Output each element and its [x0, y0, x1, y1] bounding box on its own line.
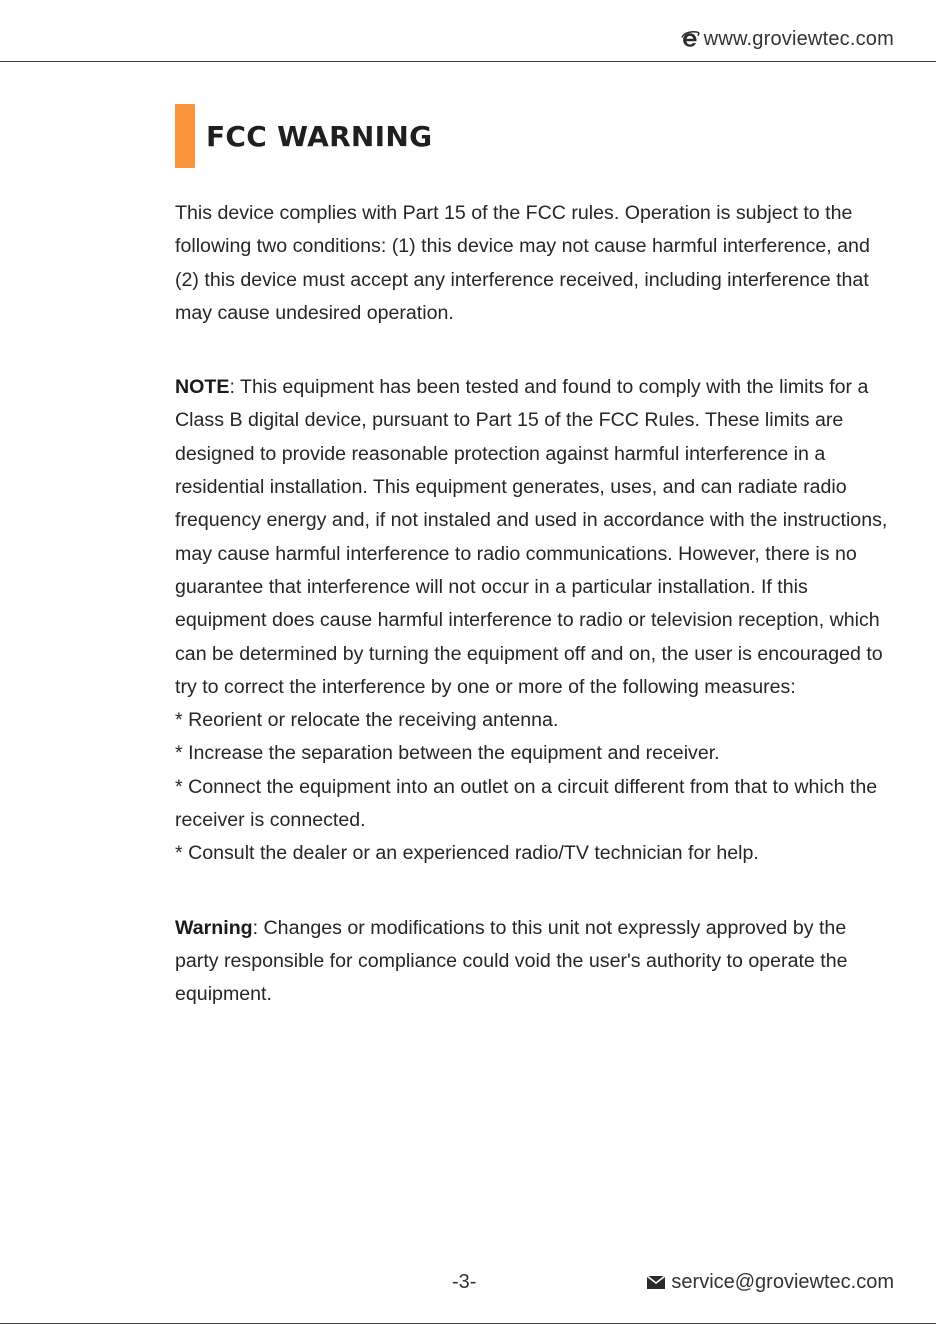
measure-item: * Increase the separation between the equipment and receiver. [175, 742, 720, 765]
compliance-paragraph: This device complies with Part 15 of the FCC rules. Operation is subject to the following two conditions: (1) this device may not cause harmful interference, and (2) this device must accept any interference received, including interference that may cause undesired operation. [175, 202, 870, 324]
warning-paragraph [175, 912, 895, 1012]
page-header [0, 0, 936, 62]
note-paragraph [175, 371, 895, 870]
measure-item: * Connect the equipment into an outlet on a circuit different from that to which the receiver is connected. [175, 775, 878, 832]
email-text: service@groviewtec.com [671, 1271, 894, 1293]
internet-explorer-icon [680, 30, 700, 50]
website-text: www.groviewtec.com [703, 28, 894, 50]
page-number: -3- [452, 1271, 477, 1293]
mail-icon [646, 1275, 666, 1290]
email-link[interactable] [646, 1271, 894, 1294]
warning-text: : Changes or modifications to this unit not expressly approved by the party responsible for compliance could void the user's authority to operate the equipment. [175, 916, 848, 1006]
title-accent-bar [175, 104, 195, 168]
website-link[interactable] [680, 28, 894, 51]
warning-label: Warning [175, 916, 253, 939]
note-text: : This equipment has been tested and found to comply with the limits for a Class B digital device, pursuant to Part 15 of the FCC Rules. These limits are designed to provide reasonable protection against harmful interference in a residential installation. This equipment generates, uses, and can radiate radio frequency energy and, if not instaled and used in accordance with the instructions, may cause harmful interference to radio communications. However, there is no guarantee that interference will not occur in a particular installation. If this equipment does cause harmful interference to radio or television reception, which can be determined by turning the equipment off and on, the user is encouraged to try to correct the interference by one or more of the following measures: [175, 376, 888, 698]
note-label: NOTE [175, 376, 230, 399]
page-footer [0, 1263, 936, 1324]
section-title [175, 104, 432, 168]
measure-item: * Reorient or relocate the receiving antenna. [175, 709, 559, 732]
document-body [175, 197, 895, 1012]
measure-item: * Consult the dealer or an experienced radio/TV technician for help. [175, 842, 759, 865]
page-title: FCC WARNING [206, 119, 433, 153]
